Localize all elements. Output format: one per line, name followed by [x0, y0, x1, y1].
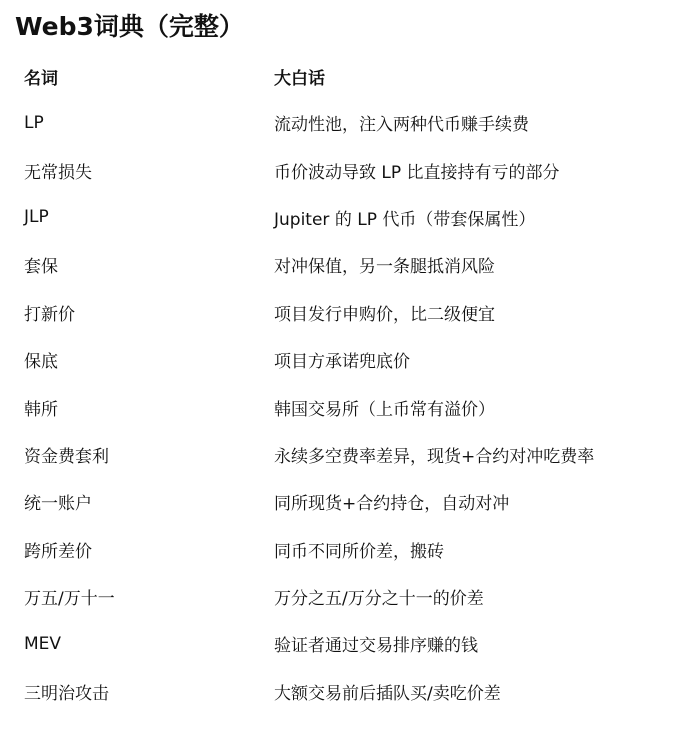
- meaning-cell: 币价波动导致 LP 比直接持有亏的部分: [274, 162, 560, 183]
- term-cell: JLP: [24, 207, 49, 228]
- table-row: [12, 146, 672, 193]
- header-meaning: 大白话: [274, 68, 325, 89]
- table-row: [12, 478, 672, 525]
- table-row: [12, 620, 672, 667]
- meaning-cell: 韩国交易所（上币常有溢价）: [274, 399, 495, 420]
- term-cell: 打新价: [24, 304, 75, 325]
- table-row: [12, 99, 672, 146]
- meaning-cell: 同所现货+合约持仓，自动对冲: [274, 494, 510, 515]
- term-cell: LP: [24, 112, 44, 133]
- term-cell: 韩所: [24, 399, 58, 420]
- table-header-row: [12, 53, 672, 99]
- term-cell: 跨所差价: [24, 541, 92, 562]
- term-cell: 资金费套利: [24, 446, 109, 467]
- table-row: [12, 383, 672, 430]
- term-cell: 无常损失: [24, 162, 92, 183]
- meaning-cell: 项目方承诺兜底价: [274, 352, 410, 373]
- table-row: [12, 336, 672, 383]
- table-row: [12, 289, 672, 336]
- meaning-cell: 永续多空费率差异，现货+合约对冲吃费率: [274, 446, 595, 467]
- meaning-cell: Jupiter 的 LP 代币（带套保属性）: [274, 209, 536, 230]
- term-cell: 保底: [24, 352, 58, 373]
- table-row: [12, 431, 672, 478]
- term-cell: MEV: [24, 633, 62, 654]
- table-row: [12, 573, 672, 620]
- table-row: [12, 194, 672, 241]
- meaning-cell: 同币不同所价差，搬砖: [274, 541, 444, 562]
- meaning-cell: 流动性池，注入两种代币赚手续费: [274, 115, 529, 136]
- term-cell: 万五/万十一: [24, 589, 115, 610]
- term-cell: 套保: [24, 257, 58, 278]
- table-row: [12, 241, 672, 288]
- meaning-cell: 对冲保值，另一条腿抵消风险: [274, 257, 495, 278]
- meaning-cell: 大额交易前后插队买/卖吃价差: [274, 683, 501, 704]
- term-cell: 三明治攻击: [24, 683, 109, 704]
- meaning-cell: 项目发行申购价，比二级便宜: [274, 304, 495, 325]
- meaning-cell: 验证者通过交易排序赚的钱: [274, 636, 478, 657]
- meaning-cell: 万分之五/万分之十一的价差: [274, 589, 484, 610]
- page-title: Web3词典（完整）: [15, 12, 244, 41]
- table-row: [12, 668, 672, 715]
- header-term: 名词: [24, 68, 58, 89]
- term-cell: 统一账户: [24, 494, 92, 515]
- table-row: [12, 526, 672, 573]
- glossary-table: [12, 53, 672, 715]
